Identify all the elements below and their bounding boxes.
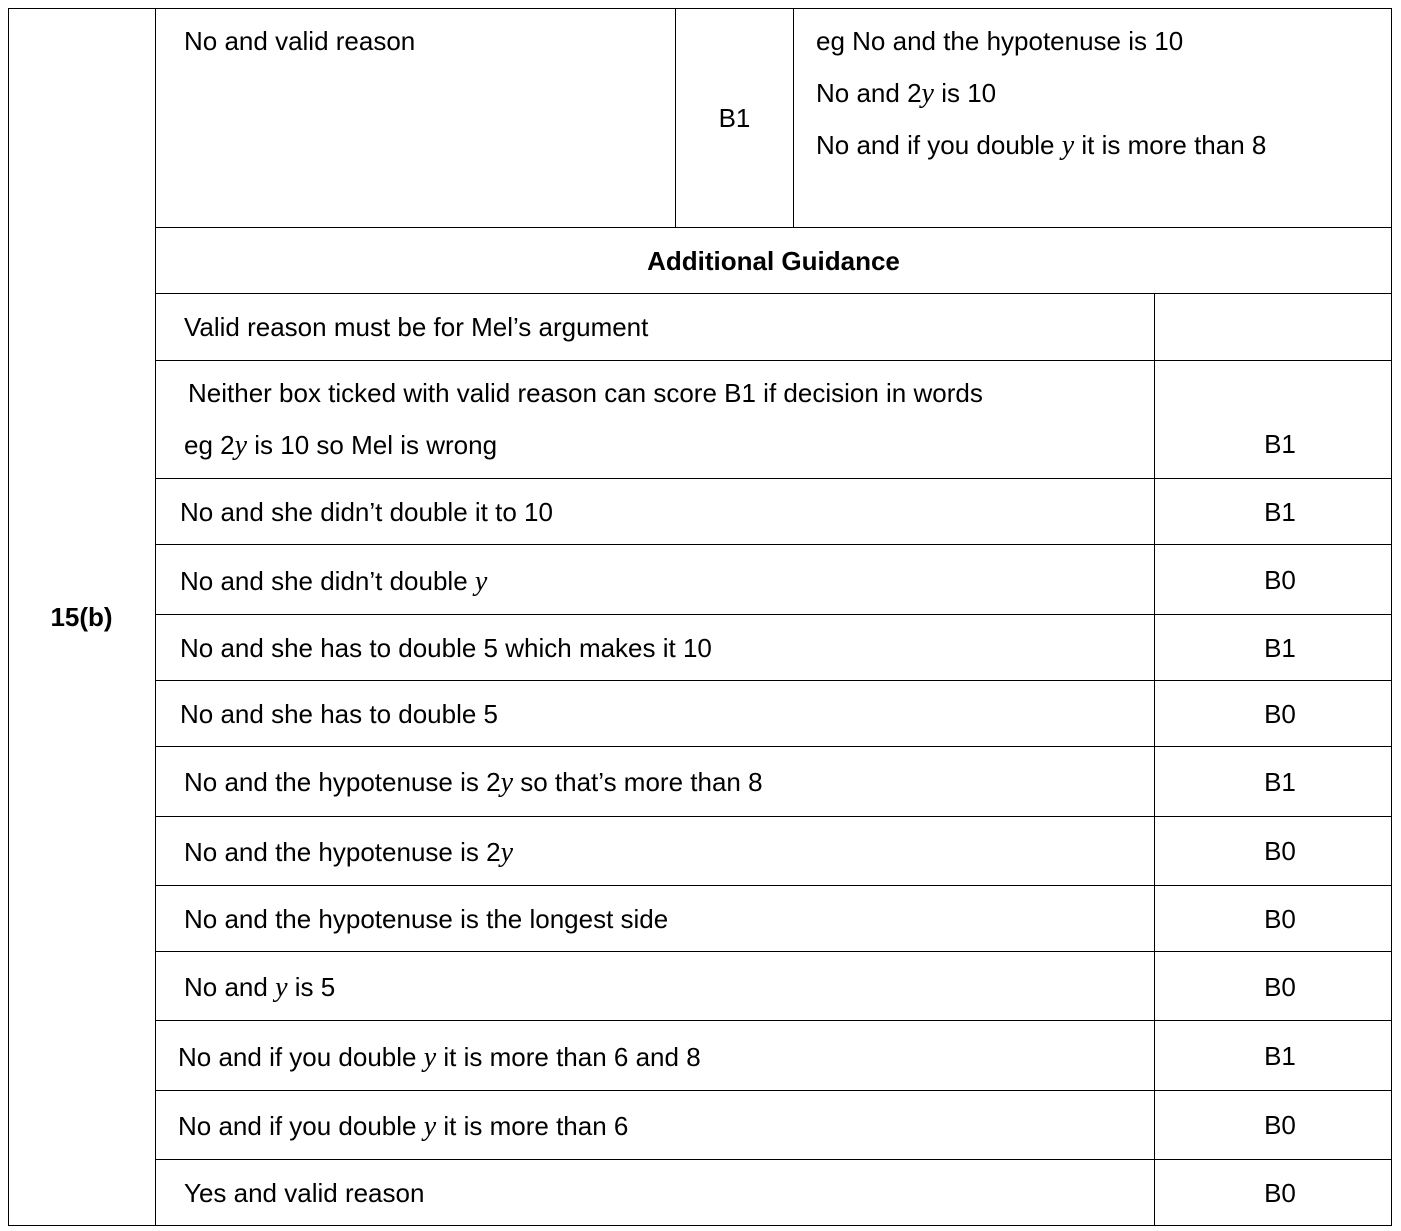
variable-y: y <box>423 1042 437 1073</box>
guidance-row-text: eg 2y is 10 so Mel is wrong <box>184 430 498 461</box>
row-separator <box>155 360 1392 361</box>
row-separator <box>155 1090 1392 1091</box>
guidance-row-text: Yes and valid reason <box>184 1178 425 1208</box>
row-separator <box>155 1159 1392 1160</box>
guidance-row-text: No and she didn’t double y <box>180 566 488 597</box>
heading-bottom <box>155 293 1392 294</box>
guidance-row-text: No and the hypotenuse is the longest side <box>184 904 669 934</box>
guidance-row-mark: B0 <box>1264 699 1296 729</box>
variable-y: y <box>275 972 288 1003</box>
guidance-heading: Additional Guidance <box>647 246 900 276</box>
row-separator <box>155 544 1392 545</box>
guidance-row-text: No and if you double y it is more than 6 <box>178 1111 629 1142</box>
guidance-row-text: No and she has to double 5 <box>180 699 499 729</box>
row-separator <box>155 746 1392 747</box>
variable-y: y <box>500 837 513 868</box>
guidance-mark-divider <box>1154 293 1155 1226</box>
question-label: 15(b) <box>50 602 113 632</box>
guidance-row-mark: B0 <box>1264 972 1296 1002</box>
answer-mark: B1 <box>718 103 751 133</box>
guidance-row-mark: B1 <box>1264 767 1296 797</box>
table-border-right <box>1391 8 1392 1226</box>
row-separator <box>155 1020 1392 1021</box>
variable-y: y <box>474 566 488 597</box>
guidance-row-mark: B1 <box>1264 429 1296 459</box>
guidance-row-mark: B0 <box>1264 1178 1296 1208</box>
top-row-divider-2 <box>793 8 794 228</box>
guidance-row-mark: B0 <box>1264 836 1296 866</box>
example-line-2: No and 2y is 10 <box>816 78 997 109</box>
guidance-row-text: Valid reason must be for Mel’s argument <box>184 312 649 342</box>
guidance-row-mark: B1 <box>1264 497 1296 527</box>
guidance-row-text: No and the hypotenuse is 2y so that’s more than 8 <box>184 767 763 798</box>
row-separator <box>155 680 1392 681</box>
guidance-row-text: No and y is 5 <box>184 972 336 1003</box>
answer-text: No and valid reason <box>184 26 416 56</box>
guidance-row-text: No and she didn’t double it to 10 <box>180 497 553 527</box>
guidance-row-text: No and she has to double 5 which makes it 10 <box>180 633 712 663</box>
guidance-row-mark: B0 <box>1264 1110 1296 1140</box>
guidance-row-text: No and the hypotenuse is 2y <box>184 837 513 868</box>
example-line-1: eg No and the hypotenuse is 10 <box>816 26 1184 56</box>
guidance-row-text: No and if you double y it is more than 6 and 8 <box>178 1042 701 1073</box>
row-separator <box>155 885 1392 886</box>
variable-y: y <box>921 78 934 109</box>
guidance-row-mark: B0 <box>1264 904 1296 934</box>
guidance-row-mark: B0 <box>1264 565 1296 595</box>
guidance-row-mark: B1 <box>1264 1041 1296 1071</box>
table-border-top <box>8 8 1392 9</box>
row-separator <box>155 951 1392 952</box>
guidance-row-text: Neither box ticked with valid reason can score B1 if decision in words <box>188 378 983 408</box>
variable-y: y <box>234 430 248 461</box>
question-column-divider <box>155 8 156 1226</box>
variable-y: y <box>1061 130 1075 161</box>
table-border-bottom <box>8 1225 1392 1226</box>
top-row-bottom <box>155 227 1392 228</box>
row-separator <box>155 478 1392 479</box>
variable-y: y <box>500 767 513 798</box>
example-line-3: No and if you double y it is more than 8 <box>816 130 1267 161</box>
row-separator <box>155 816 1392 817</box>
row-separator <box>155 614 1392 615</box>
variable-y: y <box>423 1111 437 1142</box>
guidance-row-mark: B1 <box>1264 633 1296 663</box>
